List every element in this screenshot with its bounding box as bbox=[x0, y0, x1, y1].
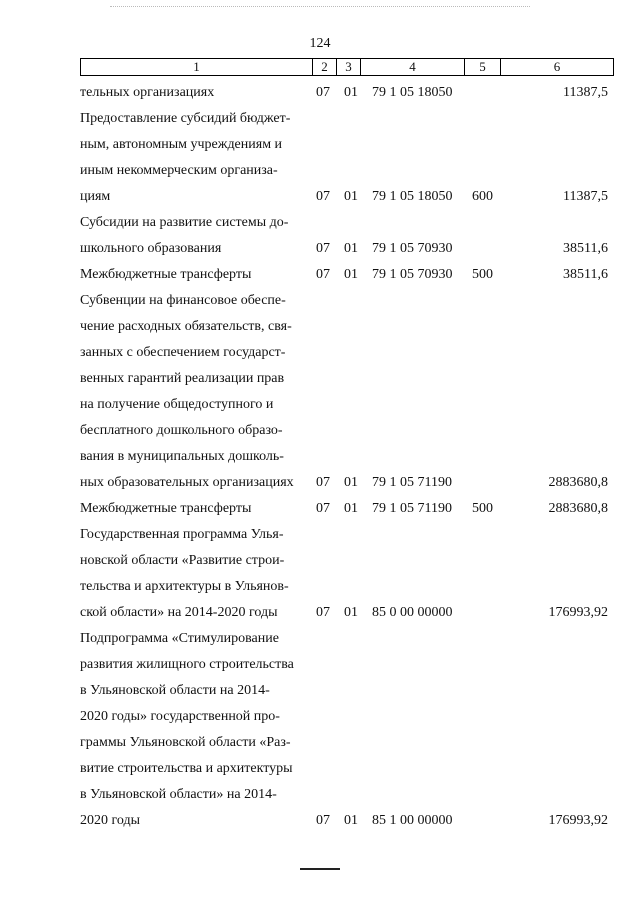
section-code: 07 bbox=[316, 241, 330, 256]
amount: 11387,5 bbox=[563, 85, 608, 100]
header-col-3: 3 bbox=[337, 59, 361, 75]
expense-type-code: 500 bbox=[472, 501, 493, 516]
section-code: 07 bbox=[316, 85, 330, 100]
description-line: ской области» на 2014-2020 годы bbox=[80, 605, 278, 620]
description-line: 2020 годы» государственной про- bbox=[80, 709, 280, 724]
table-body bbox=[80, 80, 612, 834]
subsection-code: 01 bbox=[344, 501, 358, 516]
section-code: 07 bbox=[316, 475, 330, 490]
description-line: бесплатного дошкольного образо- bbox=[80, 423, 283, 438]
amount: 176993,92 bbox=[548, 605, 608, 620]
description-line: вания в муниципальных дошколь- bbox=[80, 449, 284, 464]
description-line: новской области «Развитие строи- bbox=[80, 553, 285, 568]
description-line: Субвенции на финансовое обеспе- bbox=[80, 293, 286, 308]
description-line: тельства и архитектуры в Ульянов- bbox=[80, 579, 289, 594]
target-article-code: 79 1 05 70930 bbox=[372, 267, 453, 282]
table-row bbox=[80, 106, 612, 210]
table-row bbox=[80, 210, 612, 262]
description-line: в Ульяновской области на 2014- bbox=[80, 683, 270, 698]
description-line: школьного образования bbox=[80, 241, 222, 256]
subsection-code: 01 bbox=[344, 85, 358, 100]
description-line: 2020 годы bbox=[80, 813, 141, 828]
expense-type-code: 500 bbox=[472, 267, 493, 282]
description-line: в Ульяновской области» на 2014- bbox=[80, 787, 277, 802]
description-line: Межбюджетные трансферты bbox=[80, 501, 252, 516]
subsection-code: 01 bbox=[344, 813, 358, 828]
description-line: венных гарантий реализации прав bbox=[80, 371, 285, 386]
row-description bbox=[80, 626, 310, 834]
subsection-code: 01 bbox=[344, 267, 358, 282]
amount: 2883680,8 bbox=[548, 475, 608, 490]
table-row bbox=[80, 496, 612, 522]
description-line: ным, автономным учреждениям и bbox=[80, 137, 283, 152]
expense-type-code: 600 bbox=[472, 189, 493, 204]
target-article-code: 79 1 05 70930 bbox=[372, 241, 453, 256]
header-col-6: 6 bbox=[553, 59, 561, 74]
scan-mark bbox=[300, 868, 340, 870]
description-line: Подпрограмма «Стимулирование bbox=[80, 631, 279, 646]
subsection-code: 01 bbox=[344, 475, 358, 490]
description-line: граммы Ульяновской области «Раз- bbox=[80, 735, 291, 750]
section-code: 07 bbox=[316, 501, 330, 516]
amount: 2883680,8 bbox=[548, 501, 608, 516]
row-description bbox=[80, 210, 310, 262]
subsection-code: 01 bbox=[344, 241, 358, 256]
table-header bbox=[80, 58, 614, 76]
subsection-code: 01 bbox=[344, 189, 358, 204]
table-row bbox=[80, 626, 612, 834]
description-line: циям bbox=[80, 189, 111, 204]
header-col-2: 2 bbox=[313, 59, 337, 75]
section-code: 07 bbox=[316, 267, 330, 282]
target-article-code: 85 1 00 00000 bbox=[372, 813, 453, 828]
target-article-code: 85 0 00 00000 bbox=[372, 605, 453, 620]
row-description bbox=[80, 288, 310, 496]
header-col-5: 5 bbox=[465, 59, 501, 75]
target-article-code: 79 1 05 71190 bbox=[372, 475, 452, 490]
description-line: Межбюджетные трансферты bbox=[80, 267, 252, 282]
description-line: иным некоммерческим организа- bbox=[80, 163, 278, 178]
description-line: чение расходных обязательств, свя- bbox=[80, 319, 292, 334]
amount: 38511,6 bbox=[563, 267, 608, 282]
description-line: ных образовательных организациях bbox=[80, 475, 294, 490]
description-line: Предоставление субсидий бюджет- bbox=[80, 111, 291, 126]
target-article-code: 79 1 05 18050 bbox=[372, 189, 453, 204]
description-line: Субсидии на развитие системы до- bbox=[80, 215, 289, 230]
description-line: витие строительства и архитектуры bbox=[80, 761, 293, 776]
table-row bbox=[80, 522, 612, 626]
header-col-4: 4 bbox=[361, 59, 465, 75]
amount: 11387,5 bbox=[563, 189, 608, 204]
description-line: на получение общедоступного и bbox=[80, 397, 274, 412]
row-description bbox=[80, 262, 310, 288]
section-code: 07 bbox=[316, 813, 330, 828]
description-line: развития жилищного строительства bbox=[80, 657, 294, 672]
target-article-code: 79 1 05 71190 bbox=[372, 501, 452, 516]
amount: 176993,92 bbox=[548, 813, 608, 828]
row-description bbox=[80, 522, 310, 626]
section-code: 07 bbox=[316, 189, 330, 204]
description-line: тельных организациях bbox=[80, 85, 215, 100]
description-line: Государственная программа Улья- bbox=[80, 527, 284, 542]
scan-artifact bbox=[110, 6, 530, 9]
description-line: занных с обеспечением государст- bbox=[80, 345, 286, 360]
amount: 38511,6 bbox=[563, 241, 608, 256]
row-description bbox=[80, 80, 310, 106]
section-code: 07 bbox=[316, 605, 330, 620]
table-row bbox=[80, 288, 612, 496]
target-article-code: 79 1 05 18050 bbox=[372, 85, 453, 100]
subsection-code: 01 bbox=[344, 605, 358, 620]
row-description bbox=[80, 106, 310, 210]
table-row bbox=[80, 80, 612, 106]
page-number: 124 bbox=[309, 36, 331, 51]
header-col-1: 1 bbox=[81, 59, 313, 75]
table-row bbox=[80, 262, 612, 288]
row-description bbox=[80, 496, 310, 522]
